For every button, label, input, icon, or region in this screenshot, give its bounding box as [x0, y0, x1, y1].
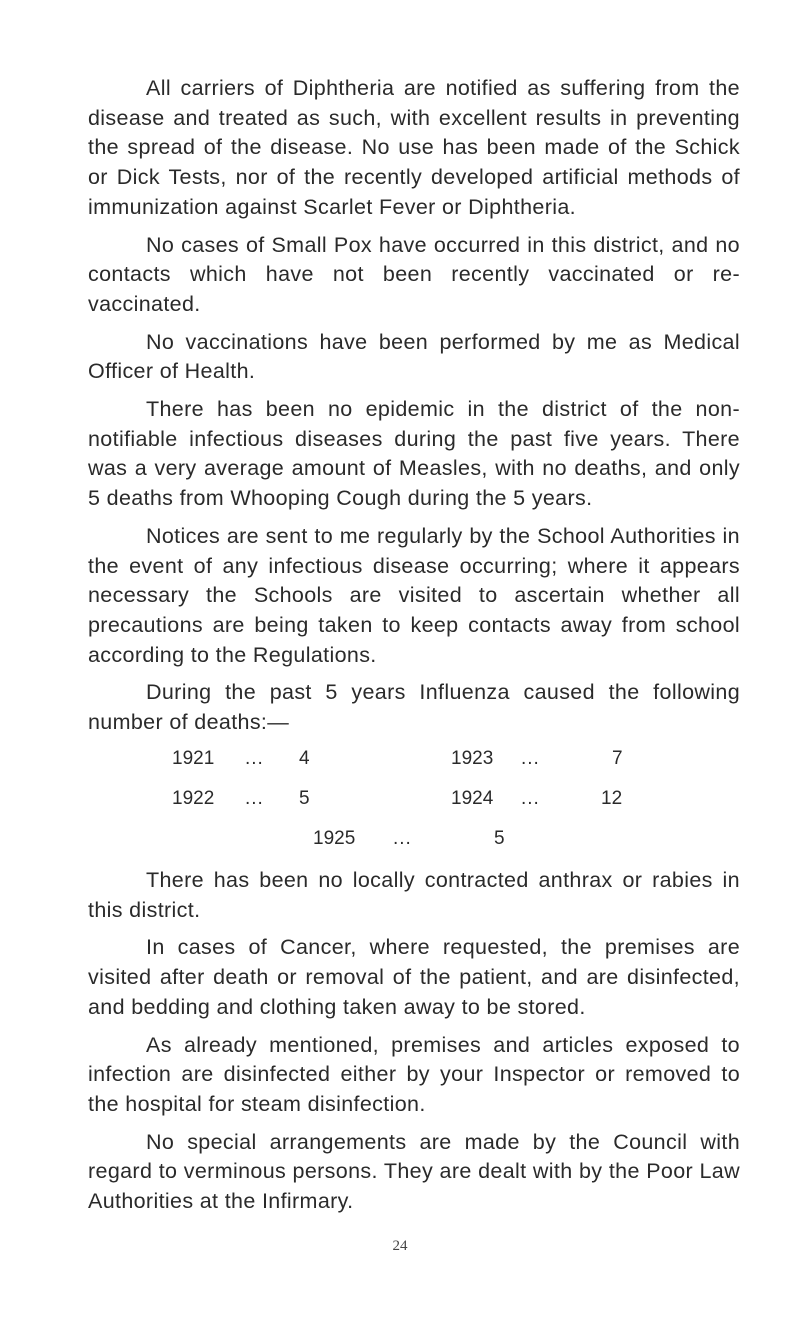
- influenza-deaths-table: [88, 744, 740, 864]
- body-text-top: [88, 74, 740, 746]
- body-text-bottom: [88, 866, 740, 1225]
- paragraph-influenza-intro: During the past 5 years Influenza caused the following number of deaths:—: [88, 680, 740, 735]
- paragraph-verminous-persons: No special arrangements are made by the Council with regard to verminous persons. They are dealt with by the Poor Law Authorities at the Infirmary.: [88, 1129, 740, 1214]
- table-leader: ...: [245, 788, 264, 809]
- paragraph-small-pox: No cases of Small Pox have occurred in this district, and no contacts which have not been recently vaccinated or re-vaccinated.: [88, 232, 740, 316]
- paragraph-vaccinations: No vaccinations have been performed by me as Medical Officer of Health.: [88, 329, 740, 384]
- table-cell-deaths: 7: [612, 748, 623, 769]
- table-cell-deaths: 12: [601, 788, 623, 809]
- table-cell-deaths: 5: [494, 828, 505, 849]
- table-cell-year: 1925: [313, 828, 356, 849]
- table-leader: ...: [245, 748, 264, 769]
- paragraph-school-notices: Notices are sent to me regularly by the School Authorities in the event of any infectious disease occurring; where it appears necessary the Schools are visited to ascertain whether all precautions are being taken to keep contacts away from school according to the Regulations.: [88, 523, 740, 667]
- table-leader: ...: [521, 788, 540, 809]
- table-cell-year: 1922: [172, 788, 215, 809]
- table-cell-year: 1921: [172, 748, 215, 769]
- paragraph-diphtheria-carriers: All carriers of Diphtheria are notified as suffering from the disease and treated as such, with excellent results in preventing the spread of the disease. No use has been made of the Schick or Dick Tests, nor of the recently developed artificial methods of immunization against Scarlet Fever or Diphtheria.: [88, 76, 740, 219]
- paragraph-non-notifiable-diseases: There has been no epidemic in the district of the non-notifiable infectious diseases during the past five years. There was a very average amount of Measles, with no deaths, and only 5 deaths from Whooping Cough during the 5 years.: [88, 397, 740, 511]
- page-number: 24: [392, 1238, 408, 1254]
- table-leader: ...: [521, 748, 540, 769]
- table-cell-year: 1923: [451, 748, 494, 769]
- table-cell-year: 1924: [451, 788, 494, 809]
- paragraph-anthrax-rabies: There has been no locally contracted anthrax or rabies in this district.: [88, 868, 740, 922]
- table-leader: ...: [393, 828, 412, 849]
- paragraph-cancer-premises: In cases of Cancer, where requested, the premises are visited after death or removal of the patient, and are disinfected, and bedding and clothing taken away to be stored.: [88, 935, 740, 1019]
- table-cell-deaths: 5: [299, 788, 310, 809]
- paragraph-disinfection: As already mentioned, premises and articles exposed to infection are disinfected either by your Inspector or removed to the hospital for steam disinfection.: [88, 1032, 740, 1116]
- table-cell-deaths: 4: [299, 748, 310, 769]
